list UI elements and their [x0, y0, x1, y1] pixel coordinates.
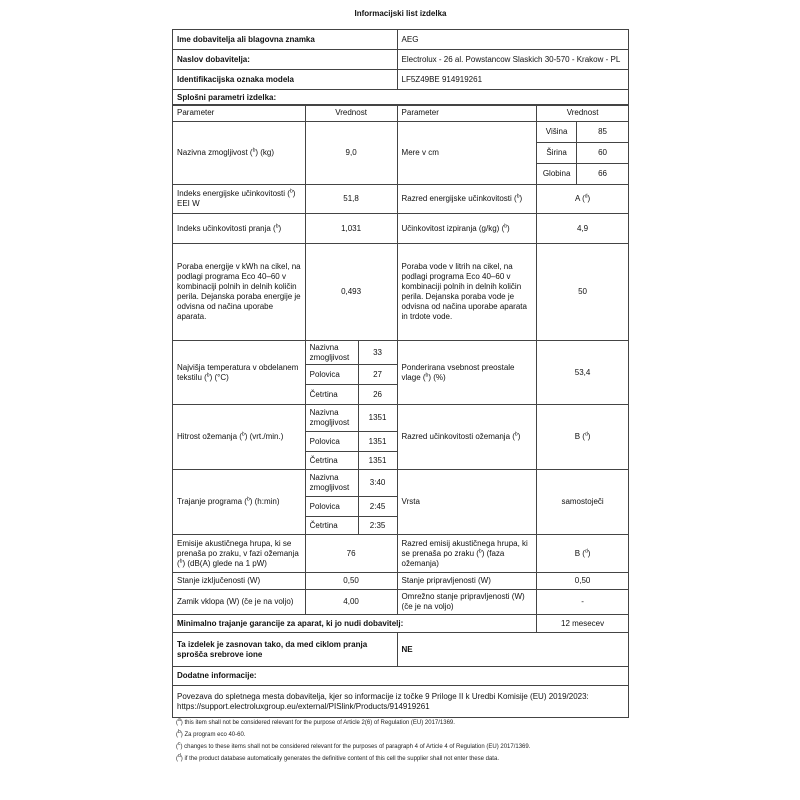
- capacity-value: 9,0: [305, 122, 397, 185]
- table-row: [173, 30, 629, 50]
- table-row: [173, 405, 629, 432]
- noise-class-value: B ($^d$): [537, 535, 629, 573]
- energy-class-value: A ($^d$): [537, 185, 629, 214]
- type-value: samostoječi: [537, 470, 629, 535]
- energy-consumption-value: 0,493: [305, 244, 397, 341]
- spin-speed-quarter-label: Četrtina: [305, 452, 358, 470]
- supplier-address-label: Naslov dobavitelja:: [173, 50, 398, 70]
- max-temp-quarter-value: 26: [358, 385, 397, 405]
- footnote-c: ($^c$) changes to these items shall not be considered relevant for the purposes of paragraph 4 of Article 4 of Regulation (EU) 2017/1369.: [176, 741, 531, 750]
- table-row: [173, 214, 629, 244]
- header-param-right: Parameter: [397, 105, 537, 122]
- table-row: [173, 615, 629, 633]
- max-temp-rated-value: 33: [358, 341, 397, 365]
- spin-speed-half-value: 1351: [358, 432, 397, 452]
- spin-speed-rated-value: 1351: [358, 405, 397, 432]
- spin-speed-quarter-value: 1351: [358, 452, 397, 470]
- supplier-name-label: Ime dobavitelja ali blagovna znamka: [173, 30, 398, 50]
- depth-value: 66: [577, 164, 629, 185]
- max-temp-half-label: Polovica: [305, 365, 358, 385]
- noise-label: Emisije akustičnega hrupa, ki se prenaša po zraku, v fazi ožemanja ($^b$) (dB(A) glede na 1 pW): [173, 535, 306, 573]
- duration-quarter-label: Četrtina: [305, 517, 358, 535]
- washing-index-value: 1,031: [305, 214, 397, 244]
- table-row: [173, 70, 629, 90]
- duration-half-value: 2:45: [358, 497, 397, 517]
- spin-speed-label: Hitrost ožemanja ($^b$) (vrt./min.): [173, 405, 306, 470]
- spin-speed-half-label: Polovica: [305, 432, 358, 452]
- networked-standby-value: -: [537, 590, 629, 615]
- table-row: [173, 590, 629, 615]
- footnote-d: ($^d$) if the product database automatically generates the definitive content of this cell the supplier shall not enter these data.: [176, 753, 499, 762]
- delay-start-label: Zamik vklopa (W) (če je na voljo): [173, 590, 306, 615]
- water-consumption-value: 50: [537, 244, 629, 341]
- table-row: [173, 105, 629, 122]
- table-row: [173, 573, 629, 590]
- spin-class-value: B ($^d$): [537, 405, 629, 470]
- table-row: [173, 185, 629, 214]
- standby-value: 0,50: [537, 573, 629, 590]
- table-row: [173, 686, 629, 718]
- duration-rated-value: 3:40: [358, 470, 397, 497]
- table-row: [173, 244, 629, 341]
- max-temp-half-value: 27: [358, 365, 397, 385]
- duration-rated-label: Nazivna zmogljivost: [305, 470, 358, 497]
- footnote-a: ($^a$) this item shall not be considered relevant for the purpose of Article 2(6) of Regulation (EU) 2017/1369.: [176, 717, 455, 726]
- max-temp-rated-label: Nazivna zmogljivost: [305, 341, 358, 365]
- table-row: [173, 341, 629, 365]
- noise-value: 76: [305, 535, 397, 573]
- max-temp-quarter-label: Četrtina: [305, 385, 358, 405]
- table-row: [173, 122, 629, 143]
- additional-info-heading: Dodatne informacije:: [173, 667, 629, 686]
- duration-half-label: Polovica: [305, 497, 358, 517]
- guarantee-label: Minimalno trajanje garancije za aparat, ki jo nudi dobavitelj:: [173, 615, 537, 633]
- capacity-label: Nazivna zmogljivost ($^b$) (kg): [173, 122, 306, 185]
- standby-label: Stanje pripravljenosti (W): [397, 573, 537, 590]
- duration-quarter-value: 2:35: [358, 517, 397, 535]
- supplier-table: [172, 29, 629, 106]
- spin-class-label: Razred učinkovitosti ožemanja ($^b$): [397, 405, 537, 470]
- depth-label: Globina: [537, 164, 577, 185]
- general-heading: Splošni parametri izdelka:: [173, 90, 629, 106]
- height-value: 85: [577, 122, 629, 143]
- silver-ions-value: NE: [397, 633, 628, 667]
- washing-index-label: Indeks učinkovitosti pranja ($^b$): [173, 214, 306, 244]
- delay-start-value: 4,00: [305, 590, 397, 615]
- eei-label: Indeks energijske učinkovitosti ($^b$) EEI W: [173, 185, 306, 214]
- noise-class-label: Razred emisij akustičnega hrupa, ki se prenaša po zraku ($^b$) (faza ožemanja): [397, 535, 537, 573]
- table-row: [173, 633, 629, 667]
- table-row: [173, 50, 629, 70]
- moisture-value: 53,4: [537, 341, 629, 405]
- duration-label: Trajanje programa ($^b$) (h:min): [173, 470, 306, 535]
- height-label: Višina: [537, 122, 577, 143]
- eei-value: 51,8: [305, 185, 397, 214]
- dimensions-label: Mere v cm: [397, 122, 537, 185]
- rinsing-value: 4,9: [537, 214, 629, 244]
- guarantee-value: 12 mesecev: [537, 615, 629, 633]
- energy-class-label: Razred energijske učinkovitosti ($^b$): [397, 185, 537, 214]
- additional-info-text: Povezava do spletnega mesta dobavitelja, kjer so informacije iz točke 9 Priloge II k Uredbi Komisije (EU) 2019/2023:: [177, 691, 589, 701]
- silver-ions-label: Ta izdelek je zasnovan tako, da med ciklom pranja sprošča srebrove ione: [173, 633, 398, 667]
- model-id-label: Identifikacijska oznaka modela: [173, 70, 398, 90]
- networked-standby-label: Omrežno stanje pripravljenosti (W) (če je na voljo): [397, 590, 537, 615]
- additional-info-cell: [173, 686, 629, 718]
- sheet-title: Informacijski list izdelka: [354, 9, 447, 18]
- supplier-address-value: Electrolux - 26 al. Powstancow Slaskich 30-570 - Krakow - PL: [397, 50, 628, 70]
- off-mode-label: Stanje izključenosti (W): [173, 573, 306, 590]
- table-row: [173, 470, 629, 497]
- parameters-table: [172, 104, 629, 718]
- type-label: Vrsta: [397, 470, 537, 535]
- spin-speed-rated-label: Nazivna zmogljivost: [305, 405, 358, 432]
- table-row: [173, 667, 629, 686]
- table-row: [173, 535, 629, 573]
- moisture-label: Ponderirana vsebnost preostale vlage ($^b$) (%): [397, 341, 537, 405]
- max-temp-label: Najvišja temperatura v obdelanem tekstilu ($^b$) (°C): [173, 341, 306, 405]
- supplier-name-value: AEG: [397, 30, 628, 50]
- header-value-left: Vrednost: [305, 105, 397, 122]
- footnote-b: ($^b$) Za program eco 40-60.: [176, 729, 246, 738]
- rinsing-label: Učinkovitost izpiranja (g/kg) ($^b$): [397, 214, 537, 244]
- energy-consumption-label: Poraba energije v kWh na cikel, na podlagi programa Eco 40–60 v kombinaciji polnih in delnih količin perila. Dejanska poraba energije je odvisna od načina uporabe aparata.: [173, 244, 306, 341]
- header-param-left: Parameter: [173, 105, 306, 122]
- width-value: 60: [577, 143, 629, 164]
- header-value-right: Vrednost: [537, 105, 629, 122]
- supplier-website-link[interactable]: https://support.electroluxgroup.eu/external/PISlink/Products/914919261: [177, 701, 430, 711]
- water-consumption-label: Poraba vode v litrih na cikel, na podlagi programa Eco 40–60 v kombinaciji polnih in delnih količin perila. Dejanska poraba vode je odvisna od načina uporabe aparata in trdote vode.: [397, 244, 537, 341]
- width-label: Širina: [537, 143, 577, 164]
- off-mode-value: 0,50: [305, 573, 397, 590]
- model-id-value: LF5Z49BE 914919261: [397, 70, 628, 90]
